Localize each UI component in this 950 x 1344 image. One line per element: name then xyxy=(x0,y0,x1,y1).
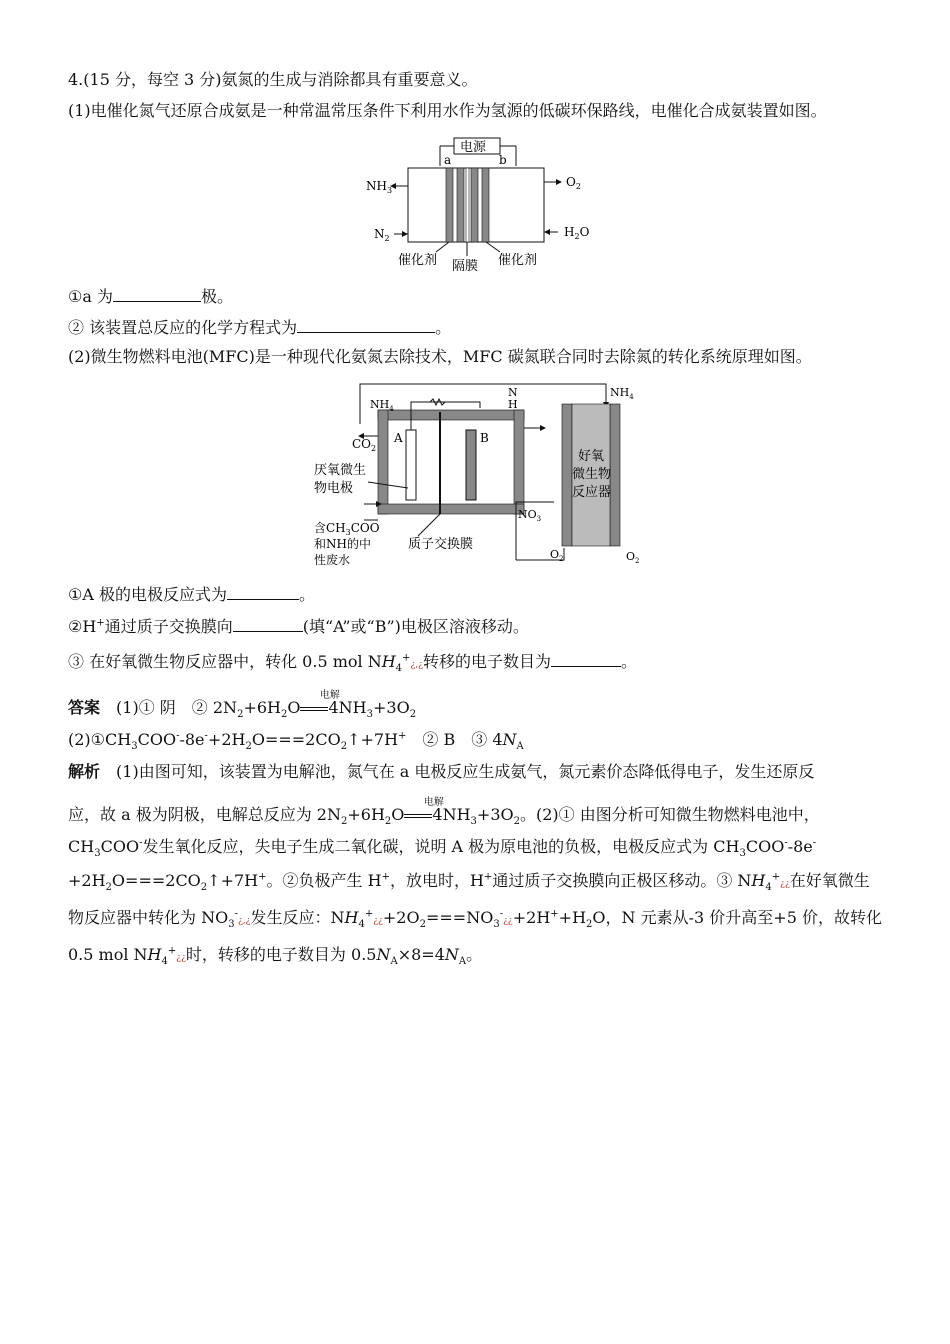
answer-blank[interactable] xyxy=(113,285,201,302)
n2-h2o-label: N xyxy=(508,386,518,399)
question-header: 4.(15 分，每空 3 分)氨氮的生成与消除都具有重要意义。 xyxy=(68,70,478,89)
electrode-a-label: a xyxy=(444,153,452,167)
q2-blank-2: ②H+通过质子交换膜向 (填“A”或“B”)电极区溶液移动。 xyxy=(68,617,529,636)
q2-blank-1: ①A 极的电极反应式为 。 xyxy=(68,585,316,604)
answer-blank[interactable] xyxy=(227,583,299,600)
q1-blank-2: ② 该装置总反应的化学方程式为 。 xyxy=(68,318,452,337)
part1-intro: (1)电催化氮气还原合成氨是一种常温常压条件下利用水作为氢源的低碳环保路线，电催化合成氨装置如图。 xyxy=(68,101,827,120)
part2-intro: (2)微生物燃料电池(MFC)是一种现代化氨氮去除技术，MFC 碳氮联合同时去除氮的转化系统原理如图。 xyxy=(68,347,812,366)
electrolysis-diagram xyxy=(360,134,590,274)
nh4-label: $NH_4$ xyxy=(370,398,394,413)
wastewater-label: 含$CH_3COO$ xyxy=(314,521,380,537)
explanation-line-4: $+2H_2O===2CO_2↑+7H^+$。②负极产生 H+，放电时，H+通过质子交换膜向正极区移动。③ $NH_4^+¿¿$在好氧微生 xyxy=(68,871,870,894)
answer-blank[interactable] xyxy=(551,650,621,667)
n2-label: $N_2$ xyxy=(374,227,390,243)
o2-in-label: $O_2$ xyxy=(550,548,564,563)
svg-text:物电极: 物电极 xyxy=(314,481,354,496)
svg-text:H: H xyxy=(508,398,518,411)
explanation-line-2: 应，故 a 极为阴极，电解总反应为 $2N_2+6H_2O$ 电解 $4NH_3+3O_2$。(2)① 由图分析可知微生物燃料电池中， xyxy=(68,797,820,828)
explanation-line-1: 解析 (1)由图可知，该装置为电解池，氮气在 a 电极反应生成氨气，氮元素价态降低得电子，发生还原反 xyxy=(68,762,815,781)
answer-blank[interactable] xyxy=(297,316,435,333)
reactor-label: 好氧 xyxy=(578,449,605,464)
electrode-b-label: B xyxy=(480,431,489,445)
explanation-line-5: 物反应器中转化为 $NO_3^-¿,¿$发生反应：$NH_4^+¿¿+2O_2===NO_3^-¿¿+2H^++H_2O$，N 元素从-3 价升高至+5 价，故转化 xyxy=(68,908,882,931)
q1-blank-1: ①a 为 极。 xyxy=(68,287,233,306)
co2-label: $CO_2$ xyxy=(352,437,377,453)
answer-line-2: $(2)①CH_3COO^--8e^-+2H_2O===2CO_2↑+7H^+$ ② B ③ $4N_A$ xyxy=(68,730,524,753)
answer-line-1: 答案 (1)① 阴 ② $2N_2+6H_2O$ 电解 $4NH_3+3O_2$ xyxy=(68,690,417,721)
svg-text:和NH的中: 和NH的中 xyxy=(314,537,371,551)
mfc-diagram xyxy=(310,378,650,574)
membrane-label: 隔膜 xyxy=(452,259,479,274)
explanation-line-6: 0.5 mol $NH_4^+¿¿$时，转移的电子数目为 $0.5N_A\times 8=4N_A$。 xyxy=(68,945,483,968)
catalyst-right-label: 催化剂 xyxy=(498,253,538,268)
q2-blank-3: ③ 在好氧微生物反应器中，转化 0.5 mol $NH_4^+¿,¿$转移的电子数目为 。 xyxy=(68,652,637,675)
catalyst-left-label: 催化剂 xyxy=(398,253,438,268)
electrode-a-label: A xyxy=(394,431,403,445)
answer-blank[interactable] xyxy=(233,615,303,632)
svg-text:微生物: 微生物 xyxy=(572,467,612,482)
nh3-label: $NH_3$ xyxy=(366,179,393,195)
svg-text:性废水: 性废水 xyxy=(314,553,351,567)
h2o-label: $H_2O$ xyxy=(564,225,590,241)
no3-label: $NO_3$ xyxy=(518,508,542,523)
explanation-line-3: $CH_3COO^-$发生氧化反应，失电子生成二氧化碳，说明 A 极为原电池的负极，电极反应式为 $CH_3COO^--8e^-$ xyxy=(68,837,817,860)
svg-text:反应器: 反应器 xyxy=(572,485,612,500)
nh4-feed-label: $NH_4$ xyxy=(610,386,634,401)
power-source-label: 电源 xyxy=(460,140,487,155)
anaerobic-electrode-label: 厌氧微生 xyxy=(314,463,367,478)
electrode-b-label: b xyxy=(499,153,507,167)
o2-out-label: $O_2$ xyxy=(626,550,640,565)
o2-label: $O_2$ xyxy=(566,175,581,191)
proton-membrane-label: 质子交换膜 xyxy=(408,537,474,552)
